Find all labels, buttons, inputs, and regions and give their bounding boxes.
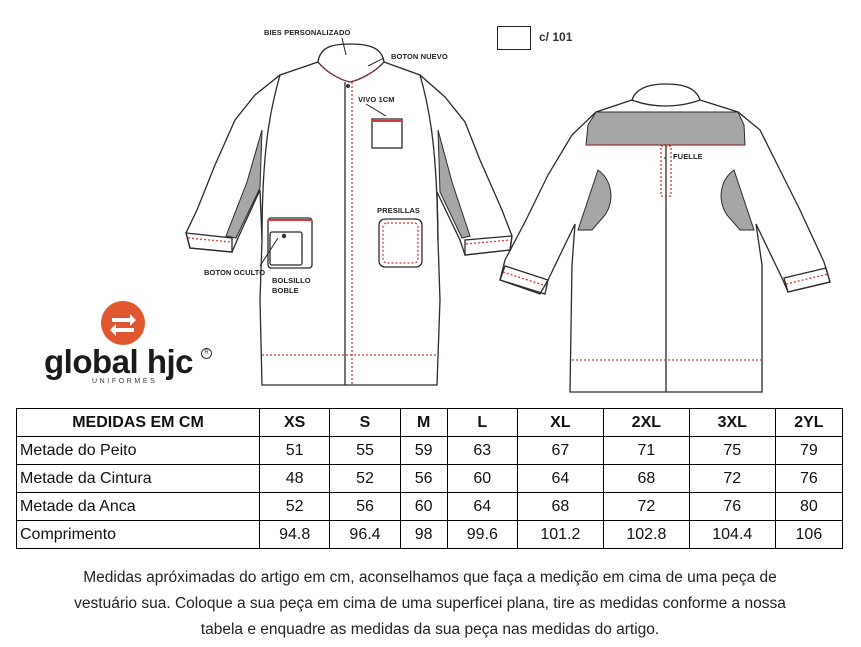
table-cell: 59 [400,437,447,465]
callout-boble: BOBLE [272,286,299,295]
header-size-s: S [330,409,400,437]
header-size-2xl: 2XL [603,409,689,437]
table-row [17,521,843,549]
logo-arrows-icon [101,301,145,345]
callout-fuelle: FUELLE [673,152,703,161]
row-label: Comprimento [17,521,260,549]
note-line-2: vestuário sua. Coloque a sua peça em cima de uma superficei plana, tire as medidas conforme a nossa [74,595,786,612]
table-cell: 94.8 [260,521,330,549]
table-cell: 75 [689,437,775,465]
callout-presillas: PRESILLAS [377,206,420,215]
table-cell: 99.6 [447,521,517,549]
header-size-2yl: 2YL [775,409,842,437]
row-label: Metade do Peito [17,437,260,465]
callout-bies-personalizado: BIES PERSONALIZADO [264,28,351,37]
color-swatch-box [497,26,531,50]
measurement-note [30,565,830,643]
table-cell: 96.4 [330,521,400,549]
table-cell: 79 [775,437,842,465]
table-cell: 56 [400,465,447,493]
table-cell: 63 [447,437,517,465]
table-cell: 104.4 [689,521,775,549]
logo-wordmark: global hjc [44,343,194,380]
header-size-3xl: 3XL [689,409,775,437]
logo-tagline: UNIFORMES [92,378,158,385]
table-cell: 72 [603,493,689,521]
row-label: Metade da Cintura [17,465,260,493]
table-cell: 68 [517,493,603,521]
note-line-3: tabela e enquadre as medidas da sua peça nas medidas do artigo. [200,621,660,638]
table-cell: 48 [260,465,330,493]
table-cell: 67 [517,437,603,465]
table-cell: 106 [775,521,842,549]
header-size-l: L [447,409,517,437]
header-size-m: M [400,409,447,437]
table-cell: 64 [517,465,603,493]
size-chart-table [16,408,843,549]
table-cell: 60 [447,465,517,493]
table-row [17,493,843,521]
table-cell: 76 [689,493,775,521]
table-cell: 51 [260,437,330,465]
table-cell: 98 [400,521,447,549]
table-cell: 68 [603,465,689,493]
table-cell: 72 [689,465,775,493]
table-cell: 80 [775,493,842,521]
callout-vivo: VIVO 1CM [358,95,395,104]
header-size-xl: XL [517,409,603,437]
table-cell: 52 [330,465,400,493]
table-row [17,465,843,493]
reference-code: c/ 101 [539,30,573,44]
callout-boton-nuevo: BOTON NUEVO [391,52,448,61]
registered-mark-icon: R [201,348,212,359]
table-cell: 102.8 [603,521,689,549]
callout-boton-oculto: BOTON OCULTO [204,268,266,277]
table-cell: 71 [603,437,689,465]
table-cell: 60 [400,493,447,521]
table-cell: 56 [330,493,400,521]
table-cell: 76 [775,465,842,493]
table-cell: 55 [330,437,400,465]
row-label: Metade da Anca [17,493,260,521]
header-measures: MEDIDAS EM CM [17,409,260,437]
table-row [17,437,843,465]
table-cell: 52 [260,493,330,521]
header-size-xs: XS [260,409,330,437]
table-cell: 64 [447,493,517,521]
note-line-1: Medidas apróximadas do artigo em cm, aconselhamos que faça a medição em cima de uma peça de [83,569,777,586]
table-cell: 101.2 [517,521,603,549]
callout-bolsillo: BOLSILLO [272,276,311,285]
table-header-row [17,409,843,437]
